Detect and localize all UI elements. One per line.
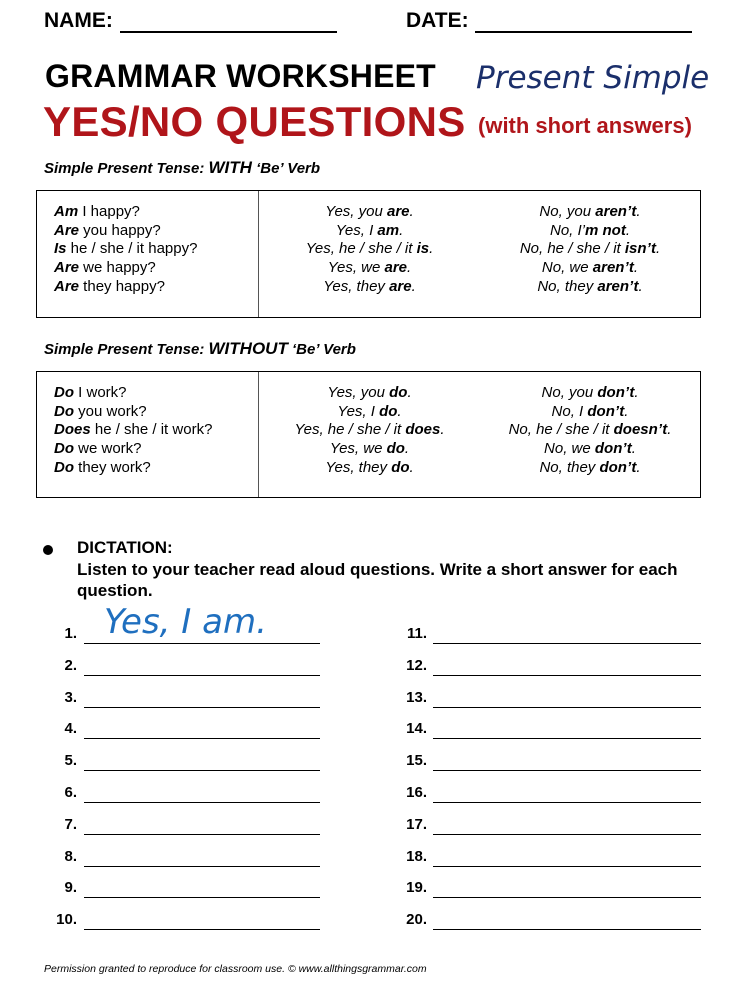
answer-text: Yes, they	[325, 458, 392, 476]
yes-answer-row	[259, 459, 480, 478]
main-title: YES/NO QUESTIONS	[43, 98, 466, 145]
answer-text: Yes, he / she / it	[294, 421, 406, 439]
answer-verb: do	[379, 402, 398, 420]
question-row	[54, 240, 258, 259]
question-text: we happy?	[79, 259, 156, 277]
question-verb: Are	[54, 259, 80, 277]
question-text: they work?	[74, 458, 151, 476]
question-text: they happy?	[79, 277, 165, 295]
answer-line[interactable]	[84, 770, 320, 771]
answer-line[interactable]	[433, 897, 701, 898]
no-answer-row	[480, 459, 700, 478]
answer-verb: m not	[585, 221, 626, 239]
answer-text: Yes, you	[325, 203, 387, 220]
no-answer-row	[480, 403, 700, 422]
answer-verb: doesn’t	[613, 421, 668, 439]
question-row	[54, 259, 258, 278]
question-text: you work?	[74, 402, 147, 420]
answer-verb: don’t	[587, 402, 625, 420]
answer-verb: is	[416, 240, 430, 258]
yes-answer-row	[259, 278, 480, 297]
answer-punct: .	[633, 259, 639, 277]
non-be-verb-table	[36, 371, 701, 498]
handwritten-example-answer: Yes, I am.	[104, 602, 267, 642]
answer-text: No, he / she / it	[508, 421, 614, 439]
answer-verb: are	[387, 203, 410, 220]
answer-number: 1.	[64, 625, 77, 642]
questions-column	[37, 372, 259, 497]
question-verb: Do	[54, 440, 74, 458]
answer-verb: do	[391, 458, 410, 476]
answer-punct: .	[624, 402, 629, 420]
answer-punct: .	[636, 458, 641, 476]
date-field-label: DATE:	[406, 9, 469, 32]
answer-verb: aren’t	[597, 277, 639, 295]
answer-line[interactable]	[433, 866, 701, 867]
answer-text: No, we	[541, 259, 593, 277]
answer-punct: .	[440, 421, 445, 439]
question-text: I happy?	[78, 203, 140, 220]
question-row	[54, 384, 258, 403]
answer-verb: am	[377, 221, 400, 239]
answer-line[interactable]	[433, 770, 701, 771]
answer-line[interactable]	[84, 643, 320, 644]
answer-punct: .	[409, 458, 414, 476]
no-answer-row	[480, 203, 700, 222]
answer-punct: .	[636, 203, 641, 220]
no-answer-row	[480, 240, 700, 259]
no-answer-row	[480, 222, 700, 241]
answer-text: No, we	[544, 440, 595, 458]
answer-punct: .	[397, 402, 402, 420]
question-text: he / she / it happy?	[66, 240, 198, 258]
answer-line[interactable]	[84, 866, 320, 867]
answer-text: No, you	[539, 203, 596, 220]
question-verb: Do	[54, 384, 74, 401]
answer-number: 8.	[64, 847, 77, 865]
question-verb: Am	[54, 203, 79, 220]
question-verb: Does	[54, 421, 91, 439]
question-row	[54, 222, 258, 241]
answer-number: 11.	[406, 625, 427, 642]
answer-verb: do	[389, 384, 408, 401]
bullet-icon	[43, 545, 53, 555]
answer-number: 19.	[406, 879, 427, 897]
yes-answer-row	[259, 203, 480, 222]
answer-line[interactable]	[433, 675, 701, 676]
question-text: we work?	[74, 440, 142, 458]
answer-line[interactable]	[433, 707, 701, 708]
answer-line[interactable]	[84, 802, 320, 803]
answer-punct: .	[625, 221, 630, 239]
no-answer-row	[480, 278, 700, 297]
answer-number: 3.	[64, 688, 77, 706]
answer-line[interactable]	[84, 834, 320, 835]
answer-text: No, they	[537, 277, 598, 295]
answer-text: Yes, you	[327, 384, 390, 401]
yes-answer-row	[259, 403, 480, 422]
question-row	[54, 203, 258, 222]
answer-text: No, he / she / it	[519, 240, 625, 258]
answer-number: 18.	[406, 847, 427, 865]
answer-number: 5.	[64, 752, 77, 770]
dictation-title: DICTATION:	[77, 538, 173, 557]
answer-number: 14.	[406, 720, 427, 738]
answer-verb: don’t	[599, 458, 637, 476]
no-answer-row	[480, 440, 700, 459]
date-field-line[interactable]	[475, 10, 692, 33]
answer-verb: are	[389, 277, 412, 295]
section-be-title: Simple Present Tense: WITH ‘Be’ Verb	[44, 158, 321, 177]
answer-punct: .	[429, 240, 434, 258]
answer-verb: aren’t	[595, 203, 637, 220]
question-verb: Are	[54, 277, 80, 295]
answer-number: 4.	[64, 720, 77, 738]
answer-punct: .	[631, 440, 636, 458]
answer-number: 20.	[406, 911, 427, 929]
answer-verb: isn’t	[624, 240, 656, 258]
answer-verb: are	[384, 259, 408, 277]
yes-answer-row	[259, 222, 480, 241]
answer-punct: .	[638, 277, 643, 295]
answer-number: 15.	[406, 752, 427, 770]
answer-number: 17.	[406, 815, 427, 833]
question-row	[54, 403, 258, 422]
footer-permission: Permission granted to reproduce for classroom use. © www.allthingsgrammar.com	[44, 963, 427, 975]
question-verb: Are	[54, 221, 80, 239]
answer-number: 9.	[64, 879, 77, 897]
answer-number: 10.	[56, 911, 77, 929]
answer-text: Yes, we	[327, 259, 385, 277]
answer-number: 12.	[406, 656, 427, 674]
answer-verb: aren’t	[592, 259, 634, 277]
no-answer-row	[480, 259, 700, 278]
answer-line[interactable]	[84, 929, 320, 930]
answer-text: Yes, they	[323, 277, 390, 295]
topic-subtitle: Present Simple	[476, 60, 710, 96]
answer-verb: don’t	[597, 384, 635, 401]
answer-punct: .	[407, 384, 412, 401]
answer-line[interactable]	[84, 675, 320, 676]
answer-verb: does	[405, 421, 441, 439]
answer-punct: .	[634, 384, 639, 401]
name-field-label: NAME:	[44, 9, 113, 32]
answer-verb: do	[386, 440, 405, 458]
answer-line[interactable]	[84, 707, 320, 708]
answer-text: No, I’	[549, 221, 585, 239]
no-answers-column	[480, 191, 700, 317]
question-text: you happy?	[79, 221, 161, 239]
question-text: I work?	[74, 384, 127, 401]
answer-line[interactable]	[433, 738, 701, 739]
answer-text: Yes, he / she / it	[305, 240, 417, 258]
answer-line[interactable]	[84, 897, 320, 898]
question-row	[54, 459, 258, 478]
answer-punct: .	[656, 240, 661, 258]
question-row	[54, 440, 258, 459]
answer-line[interactable]	[84, 738, 320, 739]
yes-answer-row	[259, 421, 480, 440]
answer-number: 13.	[406, 688, 427, 706]
no-answers-column	[480, 372, 700, 497]
answer-text: Yes, I	[335, 221, 378, 239]
answer-punct: .	[667, 421, 672, 439]
worksheet-title: GRAMMAR WORKSHEET	[45, 58, 436, 94]
question-verb: Is	[54, 240, 67, 258]
answer-number: 2.	[64, 656, 77, 674]
yes-answer-row	[259, 440, 480, 459]
answer-verb: don’t	[594, 440, 632, 458]
answer-punct: .	[409, 203, 414, 220]
answer-punct: .	[399, 221, 404, 239]
answer-text: No, I	[551, 402, 588, 420]
title-note: (with short answers)	[478, 113, 692, 138]
questions-column	[37, 191, 259, 317]
answer-text: Yes, I	[337, 402, 380, 420]
yes-answers-column	[259, 372, 480, 497]
yes-answer-row	[259, 259, 480, 278]
answer-number: 6.	[64, 784, 77, 801]
yes-answer-row	[259, 384, 480, 403]
answer-punct: .	[411, 277, 416, 295]
answer-punct: .	[404, 440, 410, 458]
answer-text: No, you	[541, 384, 598, 401]
answer-text: No, they	[539, 458, 600, 476]
section-nobe-title: Simple Present Tense: WITHOUT ‘Be’ Verb	[44, 339, 356, 358]
answer-punct: .	[407, 259, 412, 277]
name-field-line[interactable]	[120, 10, 337, 33]
question-text: he / she / it work?	[90, 421, 213, 439]
answer-line[interactable]	[433, 929, 701, 930]
question-verb: Do	[54, 458, 74, 476]
answer-number: 7.	[64, 815, 77, 833]
answer-line[interactable]	[433, 834, 701, 835]
question-row	[54, 421, 258, 440]
question-row	[54, 278, 258, 297]
dictation-instructions: Listen to your teacher read aloud questions. Write a short answer for each question.	[77, 560, 678, 600]
question-verb: Do	[54, 402, 74, 420]
answer-number: 16.	[406, 784, 427, 801]
no-answer-row	[480, 384, 700, 403]
be-verb-table	[36, 190, 701, 318]
answer-line[interactable]	[433, 643, 701, 644]
answer-line[interactable]	[433, 802, 701, 803]
yes-answers-column	[259, 191, 480, 317]
answer-text: Yes, we	[329, 440, 387, 458]
yes-answer-row	[259, 240, 480, 259]
no-answer-row	[480, 421, 700, 440]
